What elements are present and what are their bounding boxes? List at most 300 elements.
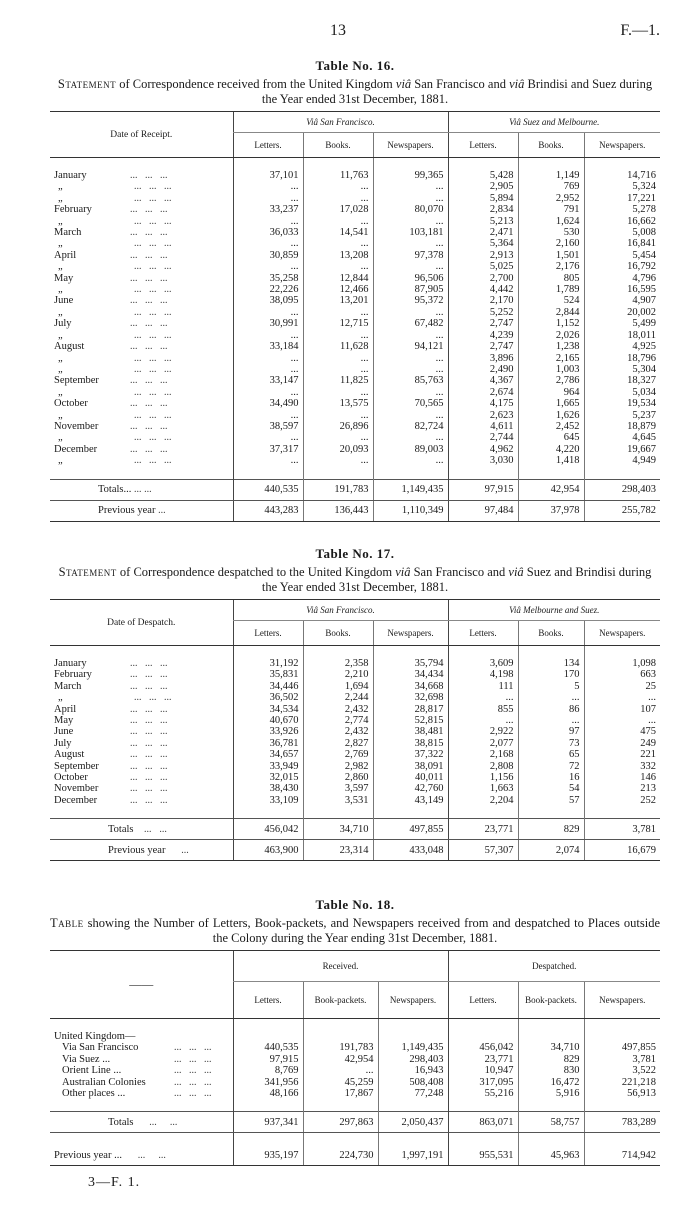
cell: 12,844 [303, 273, 373, 284]
cell: 16,662 [584, 216, 660, 227]
cell: 52,815 [373, 715, 448, 726]
cell: ... [233, 387, 303, 398]
cell: 191,783 [303, 479, 373, 500]
leader-dots: ... ... ... [134, 386, 172, 398]
row-label-text: May [54, 272, 74, 284]
cell: 23,771 [448, 819, 518, 840]
row-label [50, 295, 233, 306]
cell: 14,541 [303, 227, 373, 238]
cell: 18,796 [584, 353, 660, 364]
cell: 136,443 [303, 500, 373, 521]
label-text: Previous year [98, 505, 156, 517]
cell: ... [303, 410, 373, 421]
cell: 34,710 [518, 1042, 584, 1053]
cell: 456,042 [233, 819, 303, 840]
row-label-text: September [54, 760, 99, 772]
cell: ... [303, 216, 373, 227]
row-label [50, 795, 233, 806]
cell: 221 [584, 749, 660, 760]
row-label [50, 1077, 233, 1088]
cell: 89,003 [373, 444, 448, 455]
table-16-summary [50, 467, 660, 522]
cell: 34,490 [233, 398, 303, 409]
column-header: Books. [303, 133, 373, 158]
row-label-text: „ [58, 363, 63, 375]
row-label [50, 318, 233, 329]
cell: 103,181 [373, 227, 448, 238]
cell: 433,048 [373, 840, 448, 861]
table-16 [50, 111, 660, 522]
leader-dots: ... ... ... [130, 749, 168, 761]
leader-dots: ... [149, 1116, 157, 1128]
cell: 18,011 [584, 330, 660, 341]
cell: 1,694 [303, 681, 373, 692]
previous-year-row [50, 500, 660, 521]
totals-row [50, 819, 660, 840]
cell: 20,093 [303, 444, 373, 455]
cell: 524 [518, 295, 584, 306]
leader-dots: ... ... ... [130, 272, 168, 284]
row-label-text: „ [58, 215, 63, 227]
row-label [50, 692, 233, 703]
table-row [50, 387, 660, 398]
cell: ... [303, 307, 373, 318]
cell: 12,715 [303, 318, 373, 329]
cell: 2,952 [518, 193, 584, 204]
cell: 2,747 [448, 318, 518, 329]
group-header: Viâ Melbourne and Suez. [448, 600, 660, 621]
cell: 97,484 [448, 500, 518, 521]
cell: 16 [518, 772, 584, 783]
cell: 1,149,435 [378, 1042, 448, 1053]
table-row [50, 330, 660, 341]
cell: ... [303, 181, 373, 192]
cell: 297,863 [303, 1112, 378, 1133]
leader-dots: ... ... ... [174, 1042, 212, 1054]
cell: 2,077 [448, 738, 518, 749]
row-label [50, 227, 233, 238]
row-label-text: „ [58, 181, 63, 193]
column-header: Letters. [448, 133, 518, 158]
cell: 645 [518, 432, 584, 443]
cell: 58,757 [518, 1112, 584, 1133]
cell: ... [233, 307, 303, 318]
cell: 11,825 [303, 375, 373, 386]
leader-dots: ... [169, 1116, 178, 1128]
row-label-text: „ [58, 386, 63, 398]
cell: 2,176 [518, 261, 584, 272]
row-label [50, 1042, 233, 1053]
cell: 37,101 [233, 170, 303, 181]
cell: 3,522 [584, 1065, 660, 1076]
cell: 714,942 [584, 1145, 660, 1166]
cell: 2,623 [448, 410, 518, 421]
cell: 10,947 [448, 1065, 518, 1076]
row-label-text: January [54, 658, 87, 669]
table-row [50, 692, 660, 703]
column-header: Letters. [448, 621, 518, 646]
leader-dots: ... ... ... [130, 726, 168, 738]
column-header: Letters. [233, 982, 303, 1019]
cell: 3,896 [448, 353, 518, 364]
cell: 1,003 [518, 364, 584, 375]
cell: 38,815 [373, 738, 448, 749]
leader-dots: ... ... ... [174, 1076, 212, 1088]
row-label [50, 410, 233, 421]
table-16-section [50, 58, 660, 522]
cell: 65 [518, 749, 584, 760]
cell: 26,896 [303, 421, 373, 432]
table-row [50, 181, 660, 192]
cell: 2,922 [448, 726, 518, 737]
leader-dots: ... ... ... [134, 329, 172, 341]
cell: 94,121 [373, 341, 448, 352]
caption-lead: Statement [57, 77, 117, 91]
caption-text: San Francisco and [410, 565, 509, 579]
leader-dots: ... [134, 484, 142, 496]
row-label [50, 726, 233, 737]
cell: ... [518, 692, 584, 703]
row-header: Date of Receipt. [50, 112, 233, 158]
table-row [50, 1031, 660, 1042]
column-header: Book-packets. [303, 982, 378, 1019]
cell: 14,716 [584, 170, 660, 181]
table-17-title: Table No. 17. [315, 546, 395, 561]
leader-dots: ... ... ... [130, 703, 168, 715]
row-label [50, 444, 233, 455]
row-label [50, 749, 233, 760]
cell: 5,008 [584, 227, 660, 238]
cell: ... [373, 432, 448, 443]
cell: 530 [518, 227, 584, 238]
cell: 2,074 [518, 840, 584, 861]
row-label [50, 704, 233, 715]
label-text: Totals [108, 1116, 134, 1128]
cell: 855 [448, 704, 518, 715]
cell: ... [448, 715, 518, 726]
leader-dots: ... ... ... [130, 443, 168, 455]
row-label [50, 273, 233, 284]
cell: 35,831 [233, 669, 303, 680]
cell: 4,220 [518, 444, 584, 455]
cell: 11,628 [303, 341, 373, 352]
table-17 [50, 599, 660, 861]
leader-dots: ... ... ... [134, 352, 172, 364]
leader-dots: ... ... ... [130, 204, 168, 216]
row-label-text: „ [58, 284, 63, 296]
row-label-text: „ [58, 192, 63, 204]
cell: 2,913 [448, 250, 518, 261]
cell: 67,482 [373, 318, 448, 329]
cell: ... [233, 432, 303, 443]
row-label [50, 330, 233, 341]
cell: ... [303, 364, 373, 375]
cell: 33,184 [233, 341, 303, 352]
cell: 3,030 [448, 455, 518, 466]
cell: 38,597 [233, 421, 303, 432]
row-label-text: July [54, 737, 72, 749]
cell: ... [303, 455, 373, 466]
page-number: 13 [330, 22, 346, 39]
cell: 2,050,437 [378, 1112, 448, 1133]
row-label [50, 1054, 233, 1065]
cell: 16,943 [378, 1065, 448, 1076]
cell: 99,365 [373, 170, 448, 181]
cell: 32,698 [373, 692, 448, 703]
table-row [50, 307, 660, 318]
cell: 1,665 [518, 398, 584, 409]
cell: 30,991 [233, 318, 303, 329]
cell: 32,015 [233, 772, 303, 783]
cell: 72 [518, 761, 584, 772]
row-label [50, 216, 233, 227]
table-row [50, 364, 660, 375]
row-label-text: „ [58, 455, 63, 467]
cell: 5,213 [448, 216, 518, 227]
caption-text: of Correspondence despatched to the United Kingdom [116, 565, 396, 579]
table-row [50, 261, 660, 272]
table-row [50, 749, 660, 760]
row-label-text: August [54, 341, 85, 353]
row-label [50, 387, 233, 398]
cell: 3,781 [584, 1054, 660, 1065]
leader-dots: ... ... ... [130, 772, 168, 784]
cell: 37,978 [518, 500, 584, 521]
cell: 2,244 [303, 692, 373, 703]
cell: ... [233, 238, 303, 249]
row-label [50, 1088, 233, 1099]
cell: ... [373, 353, 448, 364]
column-header: Books. [518, 133, 584, 158]
cell: 332 [584, 761, 660, 772]
cell: 36,781 [233, 738, 303, 749]
row-label-text: „ [58, 329, 63, 341]
cell: 2,165 [518, 353, 584, 364]
cell: 769 [518, 181, 584, 192]
row-label-text: Via San Francisco [62, 1042, 139, 1054]
row-label [50, 455, 233, 466]
group-header: Despatched. [448, 951, 660, 982]
cell: 12,466 [303, 284, 373, 295]
cell: 5,428 [448, 170, 518, 181]
cell: ... [233, 353, 303, 364]
row-label [50, 715, 233, 726]
table-row [50, 761, 660, 772]
cell: 2,982 [303, 761, 373, 772]
cell: 35,258 [233, 273, 303, 284]
table-row [50, 341, 660, 352]
table-row [50, 1065, 660, 1076]
cell: 1,789 [518, 284, 584, 295]
leader-dots: ... ... ... [134, 692, 172, 704]
cell: 2,827 [303, 738, 373, 749]
cell: 252 [584, 795, 660, 806]
row-label [50, 181, 233, 192]
cell: 249 [584, 738, 660, 749]
cell: 5,364 [448, 238, 518, 249]
cell: 4,907 [584, 295, 660, 306]
leader-dots: ... ... ... [130, 295, 168, 307]
row-label-text: July [54, 318, 72, 330]
cell: 16,595 [584, 284, 660, 295]
leader-dots: ... ... ... [134, 306, 172, 318]
cell: 16,472 [518, 1077, 584, 1088]
cell: 55,216 [448, 1088, 518, 1099]
cell: 40,670 [233, 715, 303, 726]
page-reference: F.—1. [620, 22, 660, 39]
cell: 497,855 [373, 819, 448, 840]
cell: 23,314 [303, 840, 373, 861]
row-label-text: „ [58, 692, 63, 704]
cell: 955,531 [448, 1145, 518, 1166]
cell: 34,710 [303, 819, 373, 840]
cell: 829 [518, 1054, 584, 1065]
cell: 33,147 [233, 375, 303, 386]
column-header: Books. [518, 621, 584, 646]
cell: 1,501 [518, 250, 584, 261]
table-row [50, 772, 660, 783]
leader-dots: ... ... ... [130, 318, 168, 330]
row-label [50, 738, 233, 749]
cell: 2,674 [448, 387, 518, 398]
cell: 37,322 [373, 749, 448, 760]
cell: 80,070 [373, 204, 448, 215]
leader-dots: ... ... ... [130, 170, 168, 181]
cell: 2,452 [518, 421, 584, 432]
column-header: Newspapers. [584, 621, 660, 646]
cell: 22,226 [233, 284, 303, 295]
column-header: Newspapers. [584, 982, 660, 1019]
leader-dots: ... ... ... [130, 341, 168, 353]
cell: 4,239 [448, 330, 518, 341]
cell: 54 [518, 783, 584, 794]
cell: 170 [518, 669, 584, 680]
table-row [50, 1088, 660, 1099]
table-row [50, 738, 660, 749]
table-row [50, 227, 660, 238]
column-header: Newspapers. [378, 982, 448, 1019]
cell: 791 [518, 204, 584, 215]
cell: 2,168 [448, 749, 518, 760]
row-label [50, 284, 233, 295]
row-label [50, 204, 233, 215]
cell: 2,774 [303, 715, 373, 726]
cell: 96,506 [373, 273, 448, 284]
cell: 5,252 [448, 307, 518, 318]
row-label-text: April [54, 249, 77, 261]
cell: 2,432 [303, 704, 373, 715]
table-row [50, 1042, 660, 1053]
column-header: Book-packets. [518, 982, 584, 1019]
cell: 2,471 [448, 227, 518, 238]
cell: ... [303, 238, 373, 249]
cell: 508,408 [378, 1077, 448, 1088]
cell: 2,490 [448, 364, 518, 375]
cell: 11,763 [303, 170, 373, 181]
column-header: Letters. [448, 982, 518, 1019]
cell: 298,403 [584, 479, 660, 500]
row-label [50, 398, 233, 409]
page-footer: 3—F. 1. [88, 1175, 141, 1190]
cell: 863,071 [448, 1112, 518, 1133]
cell: 2,358 [303, 658, 373, 669]
cell: 2,432 [303, 726, 373, 737]
cell: 1,149 [518, 170, 584, 181]
leader-dots: ... ... ... [130, 658, 168, 669]
group-header: Viâ San Francisco. [233, 600, 448, 621]
row-label-text: Australian Colonies [62, 1076, 146, 1088]
cell: 1,149,435 [373, 479, 448, 500]
table-row [50, 410, 660, 421]
table-row [50, 204, 660, 215]
cell: ... [373, 307, 448, 318]
table-18-summary [50, 1099, 660, 1166]
previous-year-label [50, 1145, 233, 1166]
cell: 34,446 [233, 681, 303, 692]
leader-dots: ... ... ... [130, 249, 168, 261]
row-label-text: October [54, 772, 88, 784]
table-17-section [50, 546, 660, 861]
row-label-text: April [54, 703, 77, 715]
row-label [50, 681, 233, 692]
caption-text: San Francisco and [411, 77, 510, 91]
cell: ... [373, 193, 448, 204]
leader-dots: ... ... ... [134, 409, 172, 421]
cell: 2,204 [448, 795, 518, 806]
cell: ... [448, 692, 518, 703]
cell: 783,289 [584, 1112, 660, 1133]
cell: ... [303, 432, 373, 443]
caption-via: viâ [395, 77, 412, 91]
row-label [50, 307, 233, 318]
cell: 82,724 [373, 421, 448, 432]
row-label-text: September [54, 375, 99, 387]
label-text: Totals [108, 823, 134, 835]
totals-label [50, 1112, 233, 1133]
leader-dots: ... ... ... [130, 669, 168, 681]
table-row [50, 250, 660, 261]
cell: 4,645 [584, 432, 660, 443]
row-label-text: March [54, 680, 82, 692]
cell: 8,769 [233, 1065, 303, 1076]
row-label [50, 421, 233, 432]
leader-dots: ... [158, 505, 166, 517]
table-17-caption [50, 565, 660, 595]
cell: 5,916 [518, 1088, 584, 1099]
previous-year-label [50, 840, 233, 861]
cell: 42,760 [373, 783, 448, 794]
row-label [50, 193, 233, 204]
table-18-title: Table No. 18. [315, 897, 395, 912]
previous-year-label [50, 500, 233, 521]
cell: 1,238 [518, 341, 584, 352]
cell: 33,949 [233, 761, 303, 772]
cell: 4,442 [448, 284, 518, 295]
column-header: Letters. [233, 133, 303, 158]
label-text: Previous year [108, 844, 166, 856]
cell: 213 [584, 783, 660, 794]
cell: 5,237 [584, 410, 660, 421]
cell: 5,894 [448, 193, 518, 204]
table-row [50, 795, 660, 806]
cell: 2,210 [303, 669, 373, 680]
cell: 70,565 [373, 398, 448, 409]
table-17-summary [50, 806, 660, 861]
leader-dots: ... ... ... [134, 284, 172, 296]
cell: 134 [518, 658, 584, 669]
table-row [50, 455, 660, 466]
previous-year-row [50, 840, 660, 861]
